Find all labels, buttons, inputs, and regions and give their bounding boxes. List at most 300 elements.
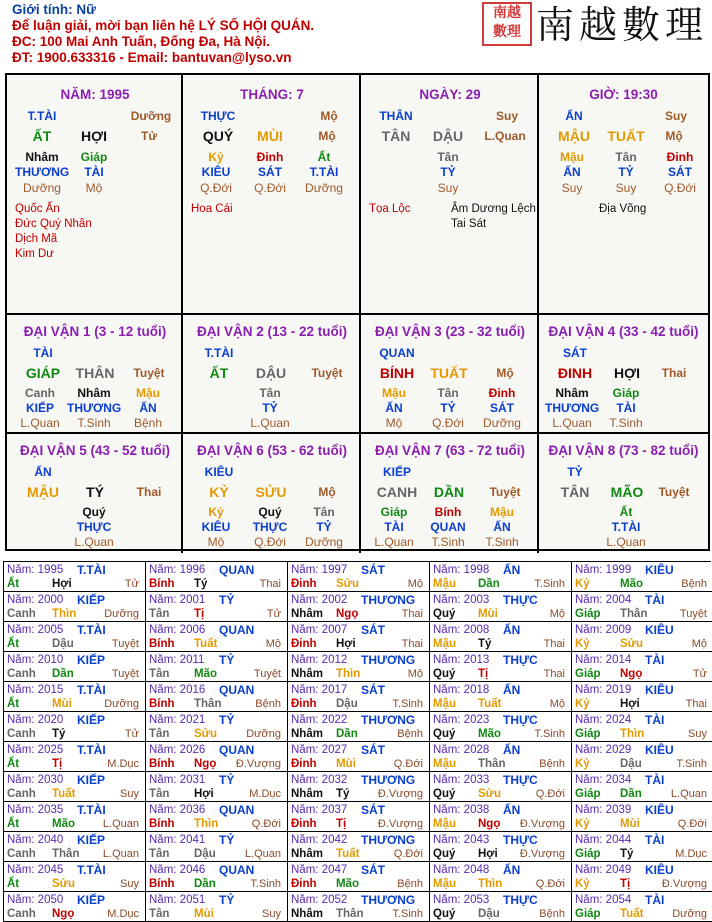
year-cell [4,652,146,682]
year-cell [4,742,146,772]
year-state: Bệnh [397,728,423,740]
year-state: Bệnh [539,758,565,770]
dai-van-can: CANH [376,484,418,500]
year-label: Năm: 2036 [149,804,206,816]
gender-label: Giới tính: [12,2,73,17]
pillar-can-state: Suy [495,109,518,123]
year-chi: Mùi [52,698,72,710]
year-cell [288,892,430,922]
year-can: Đinh [291,818,317,830]
year-label: Năm: 2024 [575,714,632,726]
pillar-can: QUÝ [202,128,234,144]
year-chi: Dậu [52,638,74,650]
year-state: Suy [688,728,707,740]
year-label: Năm: 2023 [433,714,490,726]
year-can: Ất [7,578,20,590]
dai-van-title: ĐẠI VẬN 2 (13 - 22 tuổi) [196,324,348,339]
year-star: KIÊU [645,863,674,877]
year-label: Năm: 1996 [149,564,206,576]
hidden-can: Giáp [80,150,108,164]
pillar-title: NGÀY: 29 [419,87,481,102]
year-chi: Sửu [52,878,76,890]
year-cell [430,652,572,682]
dai-van-can: GIÁP [25,365,61,381]
year-cell [146,622,288,652]
year-star: TỶ [219,593,235,607]
pillar-can-star: T.TÀI [27,109,57,123]
year-cell [4,772,146,802]
year-state: Tuyệt [111,668,139,680]
year-star: QUAN [219,623,255,637]
year-cell [288,832,430,862]
year-star: T.TÀI [77,623,106,637]
year-cell [146,742,288,772]
year-state: Đ.Vượng [661,878,707,890]
year-chi: Ngọ [620,668,643,680]
year-chi: Thìn [478,878,503,890]
year-star: TỶ [219,833,235,847]
year-can: Ất [7,878,20,890]
year-star: ẤN [503,563,521,577]
year-can: Tân [149,908,170,920]
year-cell [146,772,288,802]
year-state: Dưỡng [246,728,281,740]
year-state: Tuyệt [111,638,139,650]
year-chi: Tị [620,878,631,890]
dai-van-state: Tuyệt [658,485,690,499]
pillar-chi-state: Mộ [318,129,336,143]
hidden-can: Ất [317,150,331,164]
year-cell [430,832,572,862]
year-can: Nhâm [291,788,323,800]
pillar-sao: Tai Sát [451,218,487,230]
year-chi: Hợi [478,848,498,860]
year-state: Đ.Vượng [377,788,423,800]
dai-van-state: Mộ [496,366,514,380]
year-label: Năm: 1997 [291,564,348,576]
year-cell [288,862,430,892]
year-can: Canh [7,728,36,740]
pillar-sao: Địa Võng [599,203,647,215]
year-can: Bính [149,758,175,770]
year-cell [430,892,572,922]
hidden-state: Q.Đới [254,181,286,195]
red-seal-logo: 南越 數理 [482,2,532,46]
dai-van-hidden-star: TÀI [384,520,404,534]
year-chi: Tý [194,578,208,590]
dai-van-hidden-state: Mộ [385,416,403,430]
year-star: T.TÀI [77,563,106,577]
year-cell [288,712,430,742]
year-cell [146,802,288,832]
hidden-state: Suy [437,181,459,195]
pillar-chi: TUẤT [607,128,645,144]
year-can: Canh [7,608,36,620]
year-label: Năm: 2013 [433,654,490,666]
pillar-sao: Âm Dương Lệch [451,203,536,215]
year-state: Q.Đới [535,788,565,800]
year-can: Bính [149,578,175,590]
year-cell [572,742,712,772]
hidden-star: ẤN [563,165,581,179]
year-label: Năm: 2026 [149,744,206,756]
year-state: Mộ [265,638,281,650]
year-state: Mộ [549,698,565,710]
hidden-state: Q.Đới [664,181,696,195]
year-label: Năm: 2035 [7,804,64,816]
year-can: Quý [433,668,456,680]
dai-van-can: KỶ [209,484,229,500]
year-state: Suy [120,788,139,800]
hidden-can: Tân [615,150,637,164]
year-label: Năm: 2040 [7,834,64,846]
year-table [3,561,711,922]
year-cell [4,892,146,922]
year-chi: Tị [478,668,489,680]
dai-van-hidden-can: Mậu [382,386,406,400]
year-state: L.Quan [670,788,707,800]
year-state: Suy [262,908,281,920]
hidden-state: Suy [561,181,583,195]
year-label: Năm: 2028 [433,744,490,756]
year-star: TỶ [219,653,235,667]
year-state: Mộ [691,638,707,650]
year-label: Năm: 1999 [575,564,632,576]
year-chi: Ngọ [478,818,501,830]
pillar-title: THÁNG: 7 [240,87,304,102]
dai-van-hidden-state: T.Sinh [77,416,111,430]
year-can: Quý [433,848,456,860]
year-label: Năm: 2043 [433,834,490,846]
hidden-star: THƯƠNG [15,165,70,179]
year-star: ẤN [503,863,521,877]
year-can: Kỷ [575,638,590,650]
hidden-star: T.TÀI [309,165,339,179]
year-chi: Tị [52,758,63,770]
year-label: Năm: 2003 [433,594,490,606]
year-star: SÁT [361,803,385,817]
year-chi: Tị [336,818,347,830]
year-state: Q.Đới [393,848,423,860]
year-state: Thai [401,638,423,650]
year-can: Bính [149,878,175,890]
year-chi: Tý [336,788,350,800]
dai-van-hidden-star: TỶ [316,520,332,534]
year-cell [288,742,430,772]
year-can: Kỷ [575,758,590,770]
year-star: KIÊU [645,683,674,697]
year-label: Năm: 2054 [575,894,632,906]
dai-van-chi: DẦN [433,484,465,500]
year-label: Năm: 1998 [433,564,490,576]
year-cell [430,592,572,622]
hidden-state: Mộ [85,181,103,195]
year-cell [288,592,430,622]
dai-van-title: ĐẠI VẬN 1 (3 - 12 tuổi) [23,324,167,339]
hidden-can: Nhâm [25,150,59,164]
year-star: THỰC [503,893,538,907]
dai-van-hidden-star: T.TÀI [611,520,641,534]
year-cell [146,652,288,682]
year-can: Đinh [291,638,317,650]
year-label: Năm: 2015 [7,684,64,696]
year-cell [572,682,712,712]
dai-van-cell [539,315,708,434]
hidden-star: TỶ [440,165,456,179]
dai-van-cell [7,434,183,553]
year-can: Đinh [291,698,317,710]
year-state: Đ.Vượng [519,848,565,860]
year-chi: Sửu [478,788,502,800]
year-chi: Mão [620,578,643,590]
year-cell [146,562,288,592]
year-state: Bệnh [255,698,281,710]
year-can: Quý [433,788,456,800]
year-state: Suy [120,878,139,890]
year-state: Đ.Vượng [519,818,565,830]
dai-van-hidden-can: Ất [619,505,633,519]
dai-van-hidden-state: Bệnh [133,416,163,430]
year-can: Nhâm [291,908,323,920]
pillar-cell [539,75,708,315]
year-state: Thai [401,608,423,620]
year-star: ẤN [503,683,521,697]
year-star: T.TÀI [77,803,106,817]
dai-van-hidden-can: Kỷ [208,505,224,519]
year-label: Năm: 2031 [149,774,206,786]
dai-van-chi: DẬU [255,365,287,381]
dai-van-star: KIẾP [382,465,411,479]
year-can: Giáp [575,728,601,740]
pillar-sao: Dịch Mã [15,233,58,245]
dai-van-cell [361,315,539,434]
year-star: THỰC [503,833,538,847]
year-state: Tử [124,578,139,590]
year-label: Năm: 2048 [433,864,490,876]
dai-van-title: ĐẠI VẬN 4 (33 - 42 tuổi) [548,324,699,339]
year-state: L.Quan [244,848,281,860]
pillar-chi: HỢI [81,128,107,144]
dai-van-can: ẤT [209,365,229,381]
dai-van-can: BÍNH [379,365,415,381]
year-cell [4,622,146,652]
year-star: TÀI [645,833,665,847]
year-chi: Sửu [620,638,644,650]
year-chi: Ngọ [336,608,359,620]
year-label: Năm: 2032 [291,774,348,786]
dai-van-hidden-state: L.Quan [74,535,114,549]
year-label: Năm: 2004 [575,594,632,606]
year-chi: Thân [478,758,506,770]
dai-van-hidden-can: Nhâm [77,386,111,400]
dai-van-star: TÀI [33,346,53,360]
year-chi: Sửu [194,728,218,740]
year-can: Tân [149,848,170,860]
year-state: Mộ [407,578,423,590]
hidden-state: Dưỡng [23,181,61,195]
hidden-star: KIÊU [201,165,231,179]
dai-van-hidden-star: ẤN [493,520,511,534]
year-chi: Dậu [194,848,216,860]
year-label: Năm: 2008 [433,624,490,636]
dai-van-hidden-can: Quý [258,505,282,519]
year-can: Tân [149,728,170,740]
year-star: KIẾP [77,713,106,727]
year-cell [430,712,572,742]
year-star: TÀI [645,893,665,907]
year-state: Thai [685,698,707,710]
dai-van-hidden-state: L.Quan [552,416,592,430]
year-can: Quý [433,908,456,920]
year-state: Tuyệt [253,668,281,680]
year-label: Năm: 2050 [7,894,64,906]
dai-van-cell [539,434,708,553]
year-chi: Thìn [194,818,219,830]
year-cell [146,592,288,622]
year-can: Nhâm [291,608,323,620]
dai-van-can: MẬU [27,484,59,500]
year-label: Năm: 2002 [291,594,348,606]
year-state: Thai [543,668,565,680]
year-state: T.Sinh [250,878,281,890]
year-can: Quý [433,608,456,620]
year-label: Năm: 2039 [575,804,632,816]
year-chi: Dần [478,578,500,590]
year-state: Đ.Vượng [235,758,281,770]
year-cell [430,802,572,832]
year-cell [288,652,430,682]
pillar-cell [7,75,183,315]
pillar-sao: Kim Dư [15,248,55,260]
year-state: Đ.Vượng [377,818,423,830]
year-star: SÁT [361,863,385,877]
dai-van-hidden-star: KIẾP [25,401,54,415]
year-state: M.Dục [249,788,281,800]
dai-van-hidden-can: Mậu [136,386,160,400]
year-state: Tử [266,608,281,620]
dai-van-hidden-can: Canh [25,386,55,400]
year-star: SÁT [361,623,385,637]
year-chi: Tý [478,638,492,650]
year-state: Mộ [549,608,565,620]
year-chi: Tuất [620,908,644,920]
year-label: Năm: 2051 [149,894,206,906]
pillar-can: TÂN [381,128,411,144]
year-can: Mậu [433,638,456,650]
year-chi: Hợi [620,698,640,710]
dai-van-star: QUAN [379,346,415,360]
year-label: Năm: 2025 [7,744,64,756]
year-star: TÀI [645,593,665,607]
year-label: Năm: 2011 [149,654,205,666]
year-chi: Tý [620,848,634,860]
year-star: THƯƠNG [361,593,416,607]
year-label: Năm: 2046 [149,864,206,876]
year-star: THỰC [503,653,538,667]
hidden-can: Tân [437,150,459,164]
year-star: QUAN [219,863,255,877]
year-label: Năm: 2014 [575,654,632,666]
year-can: Mậu [433,578,456,590]
dai-van-chi: HỢI [614,365,640,381]
year-chi: Tuất [194,638,218,650]
year-chi: Tuất [478,698,502,710]
year-chi: Tuất [52,788,76,800]
year-cell [4,682,146,712]
year-chi: Thân [336,908,364,920]
year-cell [572,592,712,622]
year-state: T.Sinh [392,908,423,920]
dai-van-hidden-state: Dưỡng [305,535,343,549]
dai-van-hidden-can: Đinh [488,386,516,400]
year-cell [146,892,288,922]
year-state: L.Quan [102,848,139,860]
dai-van-hidden-state: T.Sinh [609,416,643,430]
dai-van-title: ĐẠI VẬN 7 (63 - 72 tuổi) [374,443,526,458]
dai-van-hidden-star: THƯƠNG [67,401,122,415]
year-label: Năm: 2010 [7,654,64,666]
year-cell [572,712,712,742]
year-chi: Sửu [336,578,360,590]
hidden-star: SÁT [258,165,282,179]
year-chi: Dần [620,788,642,800]
year-label: Năm: 2045 [7,864,64,876]
dai-van-hidden-star: THƯƠNG [545,401,600,415]
dai-van-hidden-state: T.Sinh [485,535,519,549]
year-state: Bệnh [539,908,565,920]
year-can: Ất [7,638,20,650]
year-can: Đinh [291,878,317,890]
dai-van-hidden-star: KIÊU [201,520,231,534]
year-cell [430,862,572,892]
year-label: Năm: 2049 [575,864,632,876]
dai-van-cell [361,434,539,553]
year-cell [572,832,712,862]
year-cell [430,742,572,772]
dai-van-star: T.TÀI [204,346,234,360]
pillar-chi: DẬU [432,128,464,144]
dai-van-hidden-star: TÀI [616,401,636,415]
year-can: Bính [149,818,175,830]
dai-van-star: SÁT [563,346,587,360]
header [12,2,314,66]
year-state: Thai [259,578,281,590]
dai-van-hidden-state: Q.Đới [254,535,286,549]
year-star: KIẾP [77,773,106,787]
pillar-chi-state: L.Quan [484,129,526,143]
year-star: KIÊU [645,743,674,757]
year-can: Quý [433,728,456,740]
year-chi: Mão [478,728,501,740]
year-chi: Hợi [336,638,356,650]
year-star: TỶ [219,713,235,727]
year-state: M.Dục [107,758,139,770]
year-cell [572,802,712,832]
year-star: ẤN [503,623,521,637]
year-state: Tử [124,728,139,740]
year-label: Năm: 2034 [575,774,632,786]
year-chi: Hợi [52,578,72,590]
year-chi: Thân [52,848,80,860]
year-cell [572,562,712,592]
year-label: Năm: 2017 [291,684,348,696]
dai-van-chi: THÂN [75,365,115,381]
year-state: Mộ [407,668,423,680]
contact-line-2: ĐC: 100 Mai Anh Tuấn, Đống Đa, Hà Nội. [12,34,271,49]
year-cell [4,832,146,862]
dai-van-hidden-star: THỰC [76,520,112,534]
dai-van-hidden-can: Tân [437,386,459,400]
